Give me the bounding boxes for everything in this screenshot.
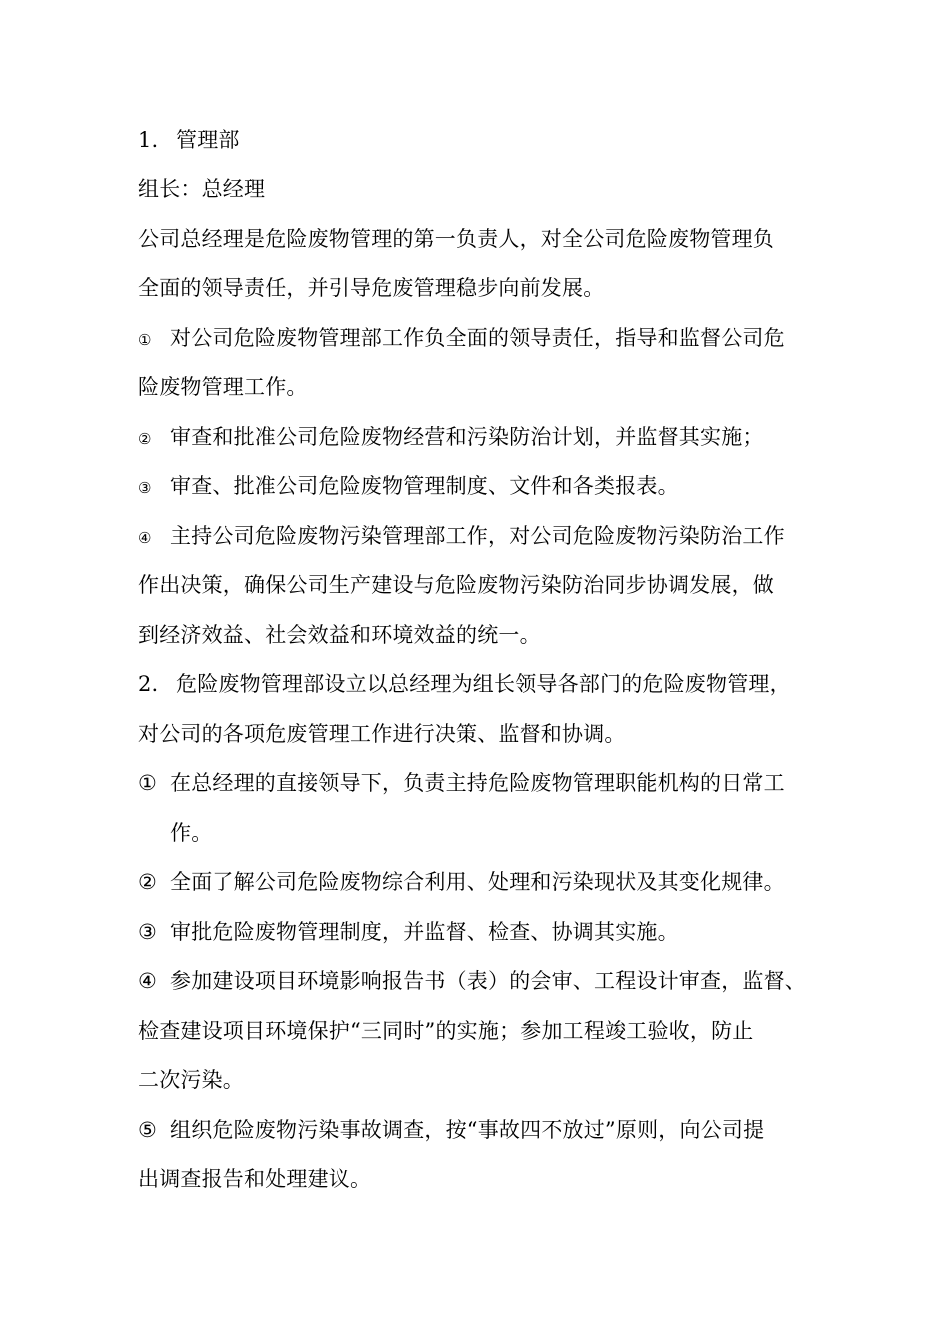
- item-text: 组织危险废物污染事故调查，按“事故四不放过”原则，向公司提: [170, 1118, 765, 1142]
- item-text: 审查和批准公司危险废物经营和污染防治计划，并监督其实施；: [170, 425, 764, 449]
- item-marker: ②: [138, 870, 158, 894]
- section-number: 1.: [138, 128, 159, 152]
- duty2-item-1: [138, 768, 785, 798]
- item-text: 审批危险废物管理制度，并监督、检查、协调其实施。: [170, 920, 679, 944]
- item-marker: ③: [138, 479, 152, 497]
- item-marker: ③: [138, 920, 158, 944]
- item-marker: ②: [138, 430, 152, 448]
- item-marker: ①: [138, 331, 152, 349]
- leader-line: 组长：总经理: [138, 177, 266, 201]
- item-text: 主持公司危险废物污染管理部工作，对公司危险废物污染防治工作: [170, 524, 785, 548]
- item-marker: ④: [138, 529, 152, 547]
- duty2-item-1-cont: 作。: [170, 821, 213, 845]
- duty2-item-4: [138, 966, 806, 996]
- duty2-item-3: [138, 917, 679, 947]
- item-marker: ①: [138, 771, 158, 795]
- duty1-item-4-cont-2: 到经济效益、社会效益和环境效益的统一。: [138, 623, 541, 647]
- item-text: 审查、批准公司危险废物管理制度、文件和各类报表。: [170, 474, 679, 498]
- section-heading-2: [138, 669, 791, 699]
- duty2-item-4-cont-1: 检查建设项目环境保护“三同时”的实施；参加工程竣工验收，防止: [138, 1019, 754, 1043]
- section-title: 管理部: [176, 128, 240, 152]
- duty1-item-1-cont: 险废物管理工作。: [138, 375, 308, 399]
- item-text: 在总经理的直接领导下，负责主持危险废物管理职能机构的日常工: [170, 771, 785, 795]
- duty2-item-5: [138, 1115, 764, 1145]
- duty1-item-3: [138, 471, 679, 501]
- item-text: 对公司危险废物管理部工作负全面的领导责任，指导和监督公司危: [170, 326, 785, 350]
- item-text: 参加建设项目环境影响报告书（表）的会审、工程设计审查，监督、: [170, 969, 806, 993]
- duty1-item-4-cont-1: 作出决策，确保公司生产建设与危险废物污染防治同步协调发展，做: [138, 573, 774, 597]
- item-text: 全面了解公司危险废物综合利用、处理和污染现状及其变化规律。: [170, 870, 785, 894]
- duty1-item-2: [138, 422, 764, 452]
- section-heading-2-cont: 对公司的各项危废管理工作进行决策、监督和协调。: [138, 722, 626, 746]
- section-title: 危险废物管理部设立以总经理为组长领导各部门的危险废物管理，: [176, 672, 791, 696]
- duty1-item-1: [138, 323, 785, 353]
- duty1-item-4: [138, 521, 785, 551]
- section-heading-1: [138, 125, 240, 155]
- item-marker: ④: [138, 969, 158, 993]
- intro-line-2: 全面的领导责任，并引导危废管理稳步向前发展。: [138, 276, 605, 300]
- section-number: 2.: [138, 672, 159, 696]
- duty2-item-2: [138, 867, 785, 897]
- intro-line-1: 公司总经理是危险废物管理的第一负责人，对全公司危险废物管理负: [138, 227, 774, 251]
- duty2-item-4-cont-2: 二次污染。: [138, 1068, 244, 1092]
- duty2-item-5-cont: 出调查报告和处理建议。: [138, 1167, 372, 1191]
- item-marker: ⑤: [138, 1118, 158, 1142]
